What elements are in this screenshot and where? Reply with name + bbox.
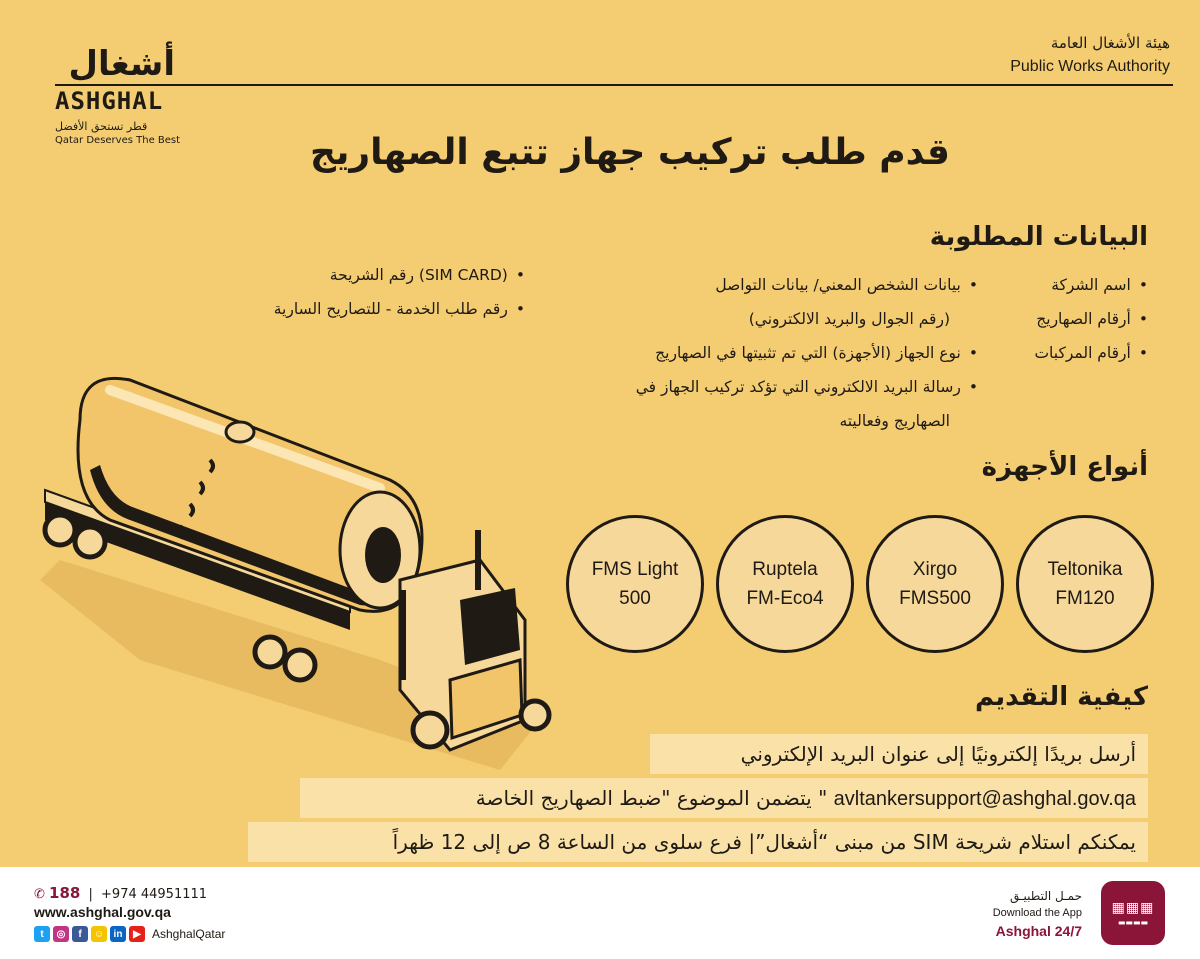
authority-name — [1010, 34, 1170, 76]
list-item: • نوع الجهاز (الأجهزة) التي تم تثبيتها في الصهاريج — [636, 336, 978, 370]
ashghal-logo — [55, 46, 185, 146]
apply-step-subject — [300, 778, 1148, 818]
device-name: FMS Light — [591, 559, 679, 580]
device-ruptela — [716, 515, 854, 653]
device-model: FM-Eco4 — [746, 588, 824, 609]
app-download-text — [993, 889, 1082, 939]
slogan-english: Qatar Deserves The Best — [55, 135, 181, 146]
list-item: • بيانات الشخص المعني/ بيانات التواصل — [636, 268, 978, 302]
subject-text: " يتضمن الموضوع "ضبط الصهاريج الخاصة — [475, 786, 828, 810]
app-download-arabic: حمـل التطبيـق — [1010, 889, 1082, 903]
apply-step-sim: يمكنكم استلام شريحة SIM من مبنى “أشغال”| فرع سلوى من الساعة 8 ص إلى 12 ظهراً — [248, 822, 1148, 862]
website-link[interactable]: www.ashghal.gov.qa — [34, 904, 171, 920]
twitter-icon[interactable]: t — [34, 926, 50, 942]
snapchat-icon[interactable]: ☺ — [91, 926, 107, 942]
list-item-continued: (رقم الجوال والبريد الالكتروني) — [748, 310, 950, 328]
footer — [0, 867, 1200, 959]
required-list-3 — [274, 258, 525, 326]
support-email[interactable]: avltankersupport@ashghal.gov.qa — [833, 788, 1136, 810]
how-to-apply-heading: كيفية التقديم — [974, 682, 1148, 712]
authority-english: Public Works Authority — [1010, 58, 1170, 75]
authority-arabic: هيئة الأشغال العامة — [1050, 34, 1170, 52]
device-model: FM120 — [1055, 588, 1115, 609]
list-item: • اسم الشركة — [1034, 268, 1148, 302]
app-download-english: Download the App — [992, 907, 1082, 919]
list-item: • (SIM CARD) رقم الشريحة — [274, 258, 525, 292]
contact-phones: ✆ 188 | +974 44951111 — [34, 884, 208, 902]
device-teltonika — [1016, 515, 1154, 653]
device-name: Teltonika — [1047, 559, 1123, 580]
page-title: قدم طلب تركيب جهاز تتبع الصهاريج — [309, 132, 951, 173]
required-list-2 — [636, 268, 978, 438]
device-name: Ruptela — [752, 559, 818, 580]
device-name: Xirgo — [912, 559, 958, 580]
app-icon[interactable]: ▦▦▦ ▬▬▬▬ — [1101, 881, 1165, 945]
logo-arabic: أشغال — [68, 44, 175, 84]
list-item: • أرقام المركبات — [1034, 336, 1148, 370]
device-types-heading: أنواع الأجهزة — [981, 452, 1148, 482]
tanker-truck-illustration — [20, 360, 560, 780]
header-divider — [55, 84, 1173, 86]
list-item: • رقم طلب الخدمة - للتصاريح السارية — [274, 292, 525, 326]
hotline-number[interactable]: 188 — [49, 884, 81, 902]
slogan-arabic: قطر تستحق الأفضل — [55, 120, 148, 133]
required-data-heading: البيانات المطلوبة — [929, 222, 1148, 252]
logo-english: ASHGHAL — [55, 87, 164, 115]
required-list-1 — [1034, 268, 1148, 370]
device-model: FMS500 — [899, 588, 971, 609]
social-links — [34, 926, 225, 942]
youtube-icon[interactable]: ▶ — [129, 926, 145, 942]
list-item-continued: الصهاريج وفعاليته — [839, 412, 950, 430]
apply-step-email: أرسل بريدًا إلكترونيًا إلى عنوان البريد الإلكتروني — [650, 734, 1148, 774]
instagram-icon[interactable]: ◎ — [53, 926, 69, 942]
device-xirgo — [866, 515, 1004, 653]
phone-number[interactable]: +974 44951111 — [101, 887, 208, 902]
social-handle: AshghalQatar — [152, 927, 226, 941]
device-model: 500 — [619, 588, 651, 609]
app-name[interactable]: Ashghal 24/7 — [995, 923, 1082, 939]
device-fms-light — [566, 515, 704, 653]
linkedin-icon[interactable]: in — [110, 926, 126, 942]
facebook-icon[interactable]: f — [72, 926, 88, 942]
list-item: • رسالة البريد الالكتروني التي تؤكد تركيب الجهاز في — [636, 370, 978, 404]
phone-icon: ✆ — [34, 887, 45, 902]
list-item: • أرقام الصهاريج — [1034, 302, 1148, 336]
